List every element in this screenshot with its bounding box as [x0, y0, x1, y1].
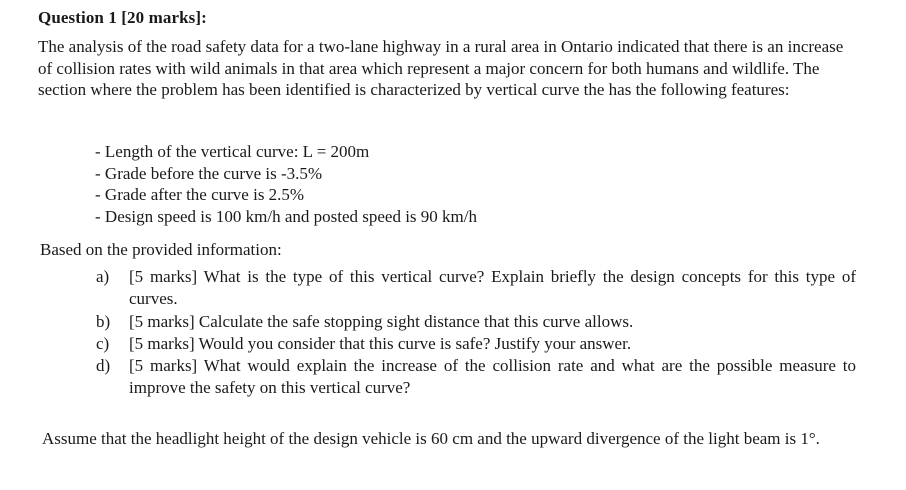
intro-paragraph: The analysis of the road safety data for a two-lane highway in a rural area in Ontario indicated that there is an increase of collision rates with wild animals in that area which represent a major concern for both humans and wildlife. The section where the problem has been identified is characterized by vertical curve the has the following features:: [38, 37, 844, 99]
sub-question-list: [96, 266, 856, 399]
sub-question-b: [96, 311, 856, 333]
sub-question-letter: b): [96, 312, 111, 331]
sub-question-text: [5 marks] What is the type of this vertical curve? Explain briefly the design concepts for this type of curves.: [129, 267, 856, 308]
sub-question-a: [96, 266, 856, 310]
sub-question-d: [96, 355, 856, 399]
feature-item: - Length of the vertical curve: L = 200m: [95, 142, 370, 161]
sub-question-letter: a): [96, 267, 110, 286]
sub-question-letter: c): [96, 334, 110, 353]
feature-item: - Design speed is 100 km/h and posted speed is 90 km/h: [95, 207, 477, 227]
assumption-paragraph: Assume that the headlight height of the design vehicle is 60 cm and the upward divergence of the light beam is 1°.: [42, 429, 820, 448]
sub-question-letter: d): [96, 356, 111, 375]
sub-question-text: [5 marks] What would explain the increase of the collision rate and what are the possible measure to improve the safety on this vertical curve?: [129, 356, 856, 397]
sub-question-text: [5 marks] Would you consider that this curve is safe? Justify your answer.: [129, 334, 632, 353]
curve-features-list: [95, 141, 477, 228]
feature-item: - Grade before the curve is -3.5%: [95, 163, 323, 183]
feature-item: - Grade after the curve is 2.5%: [95, 185, 305, 205]
sub-question-text: [5 marks] Calculate the safe stopping sight distance that this curve allows.: [129, 312, 634, 331]
sub-question-c: [96, 333, 856, 355]
question-heading: Question 1 [20 marks]:: [38, 8, 207, 27]
based-on-text: Based on the provided information:: [40, 240, 282, 259]
